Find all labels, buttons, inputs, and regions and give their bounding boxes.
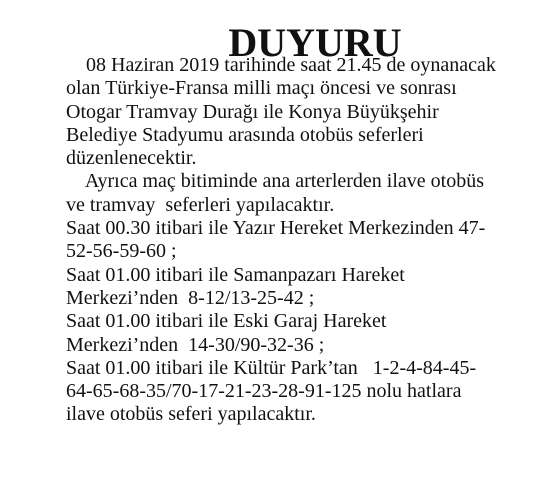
announcement-line: 52-56-59-60 ;	[66, 240, 177, 263]
announcement-line: 64-65-68-35/70-17-21-23-28-91-125 nolu hatlara	[66, 380, 462, 403]
announcement-line: Saat 01.00 itibari ile Kültür Park’tan 1-2-4-84-45-	[66, 356, 477, 379]
announcement-line: Merkezi’nden 14-30/90-32-36 ;	[66, 333, 325, 356]
announcement-line: Otogar Tramvay Durağı ile Konya Büyükşehir	[66, 100, 439, 123]
announcement-line: olan Türkiye-Fransa milli maçı öncesi ve sonrası	[66, 77, 457, 100]
announcement-line: Saat 00.30 itibari ile Yazır Hereket Merkezinden 47-	[66, 217, 486, 240]
announcement-line: Merkezi’nden 8-12/13-25-42 ;	[66, 286, 315, 309]
announcement-line: Saat 01.00 itibari ile Samanpazarı Hareket	[66, 263, 405, 286]
announcement-document	[66, 20, 546, 427]
announcement-title: DUYURU	[228, 20, 402, 65]
announcement-line: 08 Haziran 2019 tarihinde saat 21.45 de oynanacak	[66, 54, 496, 76]
announcement-line: ilave otobüs seferi yapılacaktır.	[66, 403, 316, 426]
announcement-line: ve tramvay seferleri yapılacaktır.	[66, 193, 335, 216]
announcement-line: Saat 01.00 itibari ile Eski Garaj Hareket	[66, 310, 387, 333]
announcement-line: Belediye Stadyumu arasında otobüs seferleri	[66, 123, 424, 146]
announcement-line: Ayrıca maç bitiminde ana arterlerden ilave otobüs	[66, 170, 485, 193]
announcement-line: düzenlenecektir.	[66, 147, 197, 170]
